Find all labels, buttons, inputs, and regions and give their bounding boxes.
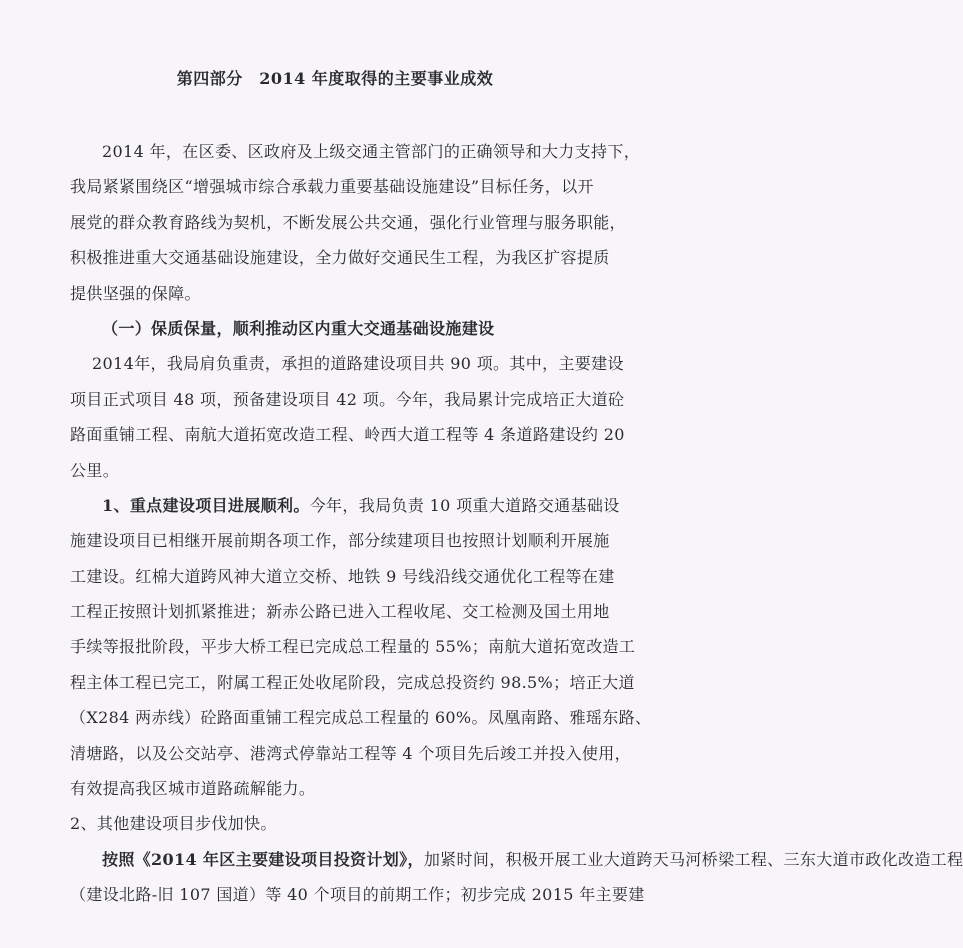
text-line: 2014年，我局肩负重责，承担的道路建设项目共 90 项。其中，主要建设	[92, 354, 624, 374]
text-line: （X284 两赤线）砼路面重铺工程完成总工程量的 60%。凤凰南路、雅瑶东路、	[70, 708, 652, 728]
text-line	[70, 488, 620, 523]
text-line: 公里。	[70, 460, 120, 480]
document-body	[70, 134, 963, 948]
text-line: 2、其他建设项目步伐加快。	[70, 814, 277, 834]
text-run: 加紧时间，积极开展工业大道跨天马河桥梁工程、三东大道市政化改造工程	[423, 849, 963, 869]
text-line	[70, 913, 615, 948]
text-line: 展党的群众教育路线为契机，不断发展公共交通，强化行业管理与服务职能，	[70, 212, 626, 232]
text-line: 工程正按照计划抓紧推进；新赤公路已进入工程收尾、交工检测及国土用地	[70, 602, 610, 622]
text-line: 项目正式项目 48 项，预备建设项目 42 项。今年，我局累计完成培正大道砼	[70, 389, 625, 409]
text-line: 清塘路，以及公交站亭、港湾式停靠站工程等 4 个项目先后竣工并投入使用，	[70, 743, 631, 763]
subheading-1: 1、重点建设项目进展顺利。	[102, 495, 310, 515]
text-line: （建设北路-旧 107 国道）等 40 个项目的前期工作；初步完成 2015 年主要建	[70, 885, 645, 905]
text-line: 工建设。红棉大道跨风神大道立交桥、地铁 9 号线沿线交通优化工程等在建	[70, 566, 615, 586]
text-line: 有效提高我区城市道路疏解能力。	[70, 779, 316, 799]
text-line: 施建设项目已相继开展前期各项工作，部分续建项目也按照计划顺利开展施	[70, 531, 610, 551]
text-line: 路面重铺工程、南航大道拓宽改造工程、岭西大道工程等 4 条道路建设约 20	[70, 425, 625, 445]
text-run: 今年，我局负责 10 项重大道路交通基础设	[309, 495, 620, 515]
text-line: 提供坚强的保障。	[70, 283, 201, 303]
page-title: 第四部分 2014 年度取得的主要事业成效	[176, 69, 494, 88]
text-line: 我局紧紧围绕区“增强城市综合承载力重要基础设施建设”目标任务，以开	[70, 177, 594, 197]
text-line	[70, 842, 963, 877]
text-line: 2014 年，在区委、区政府及上级交通主管部门的正确领导和大力支持下，	[102, 142, 641, 161]
section-heading: （一）保质保量，顺利推动区内重大交通基础设施建设	[102, 318, 495, 338]
text-line: 积极推进重大交通基础设施建设，全力做好交通民生工程，为我区扩容提质	[70, 248, 610, 268]
text-line: 程主体工程已完工，附属工程正处收尾阶段，完成总投资约 98.5%；培正大道	[70, 672, 635, 692]
text-line: 手续等报批阶段，平步大桥工程已完成总工程量的 55%；南航大道拓宽改造工	[70, 637, 636, 657]
subheading-2: 按照《2014 年区主要建设项目投资计划》，	[102, 849, 424, 869]
